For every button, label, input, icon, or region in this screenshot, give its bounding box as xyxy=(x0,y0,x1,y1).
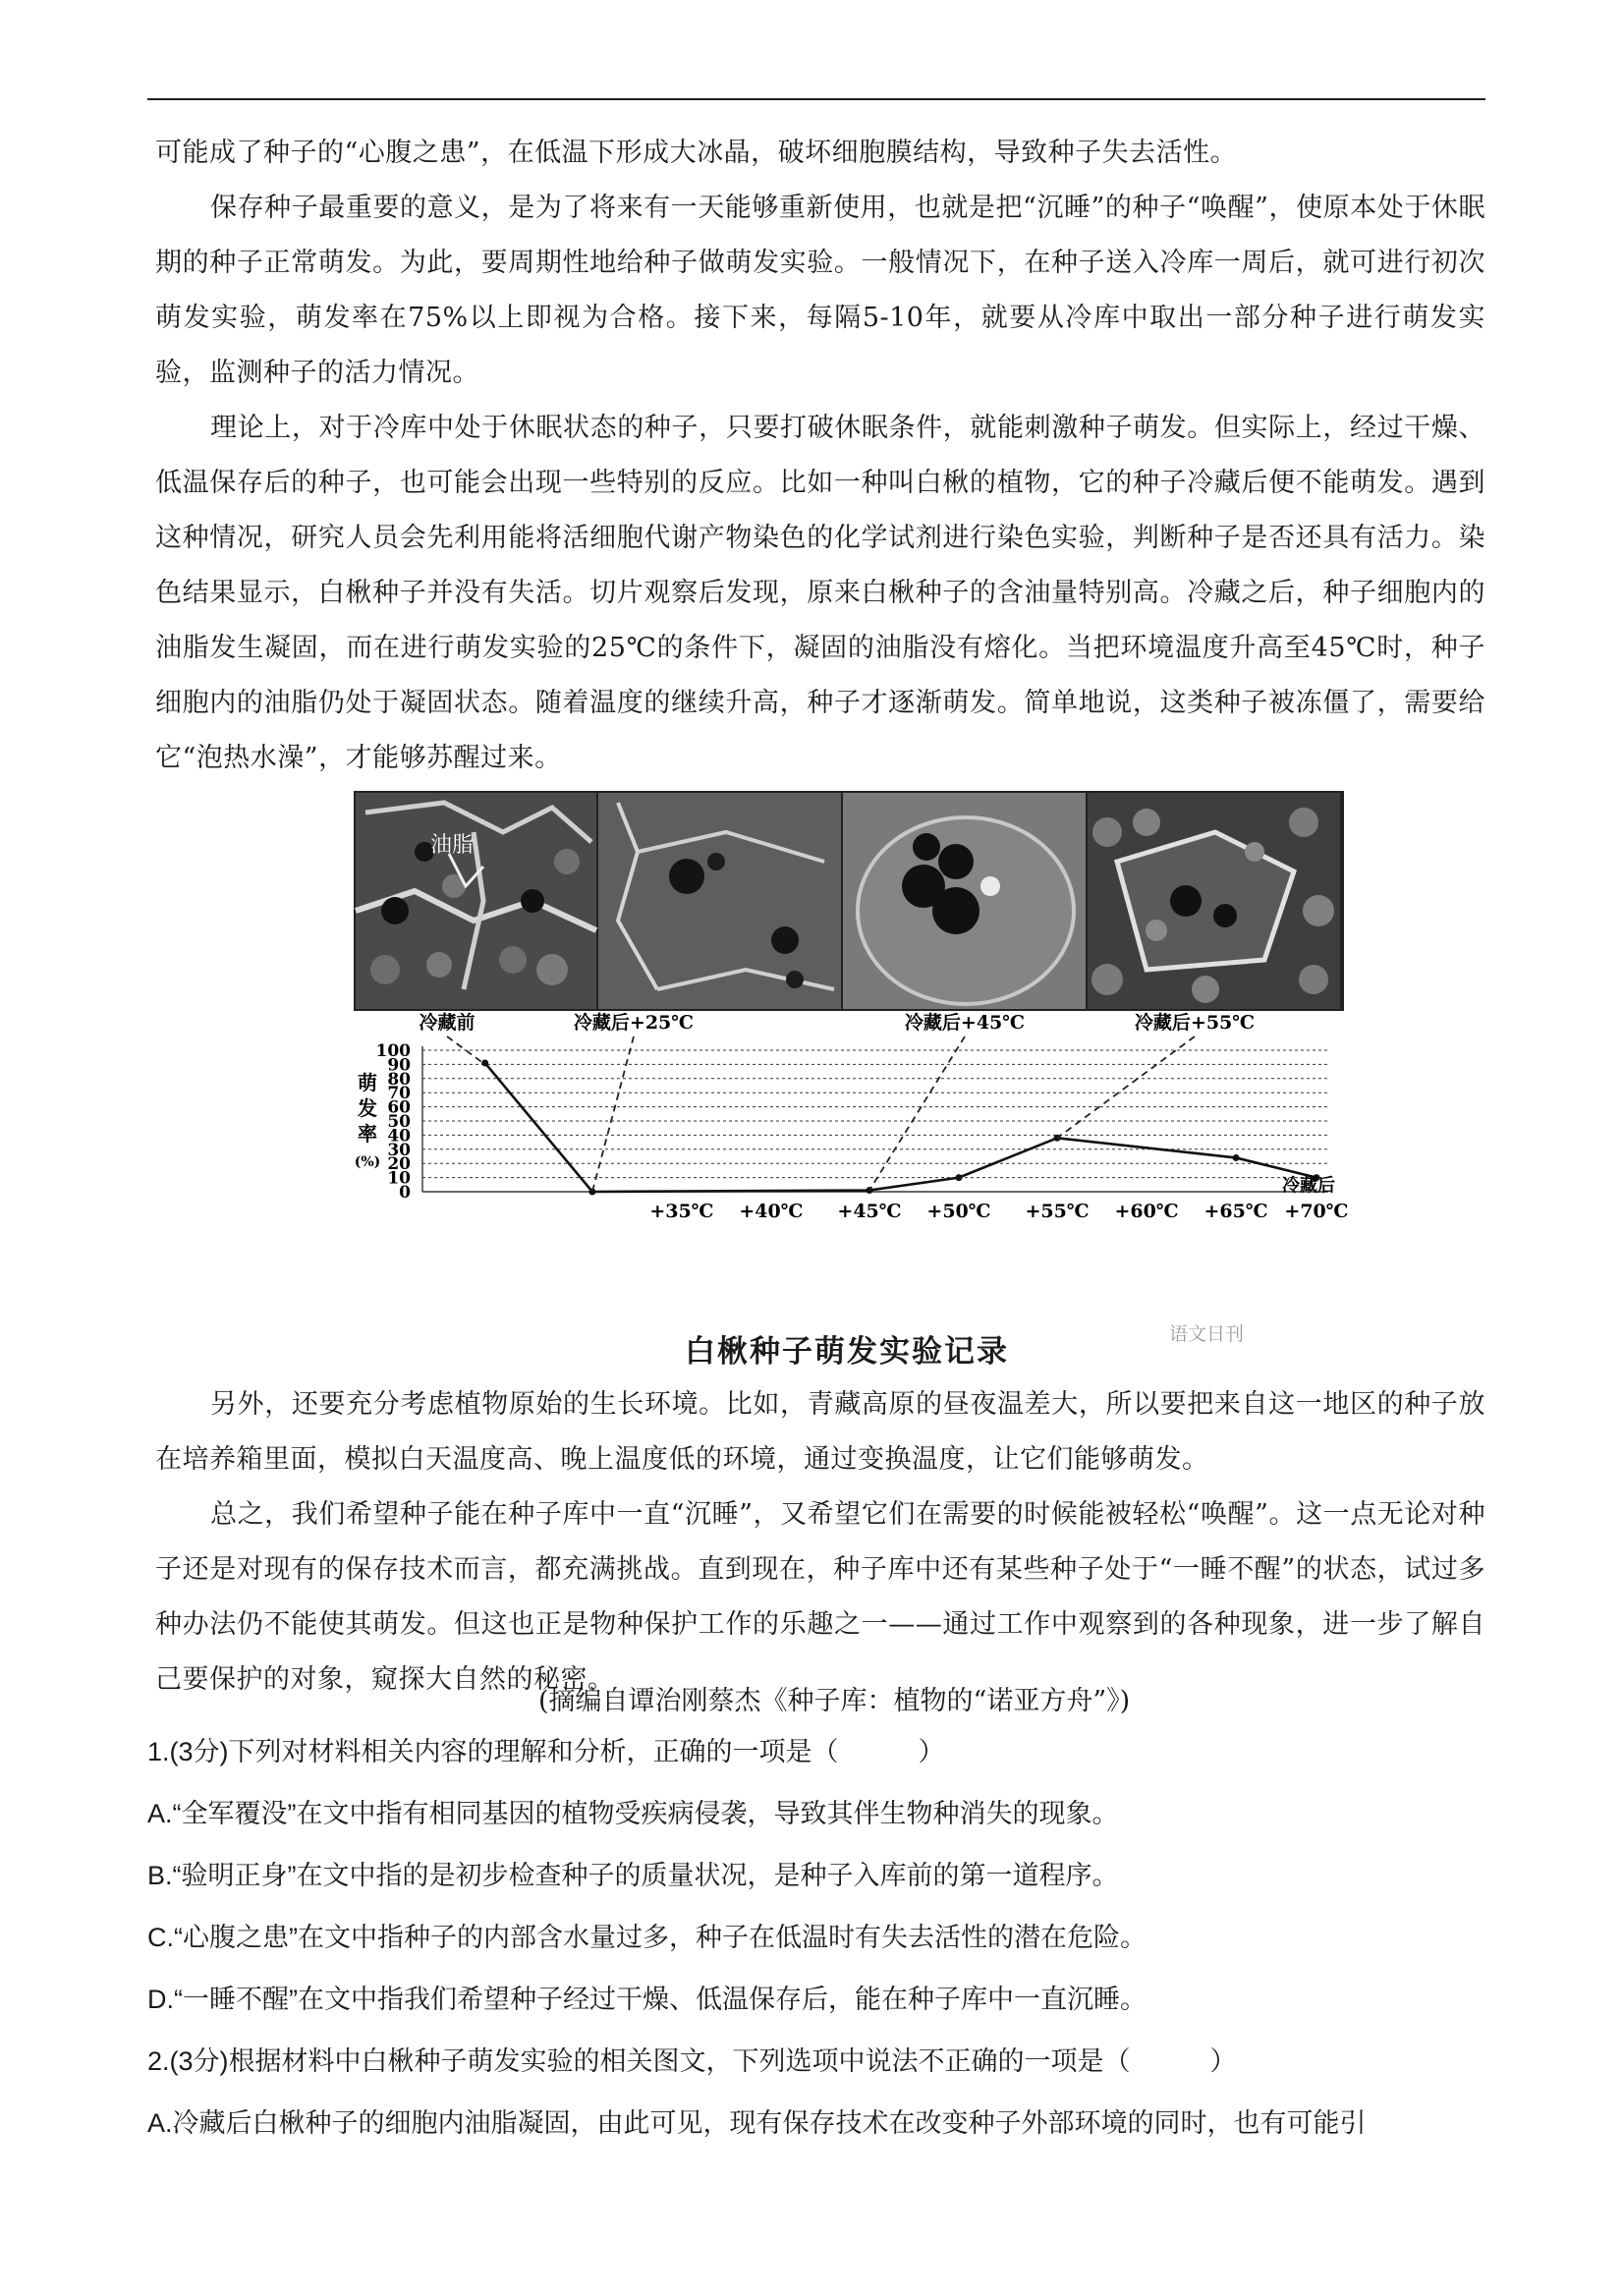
paragraph-1: 可能成了种子的“心腹之患”，在低温下形成大冰晶，破坏细胞膜结构，导致种子失去活性。 xyxy=(155,138,1238,168)
micrograph-after-45 xyxy=(843,793,1086,1009)
annotation-label: 冷藏后 xyxy=(1282,1175,1335,1197)
y-tick-label: 100 xyxy=(375,1041,411,1061)
figure-germination-record xyxy=(354,791,1349,1371)
annotation-label: 冷藏后+25℃ xyxy=(573,1012,695,1034)
question-1-option-d: D.“一睡不醒”在文中指我们希望种子经过干燥、低温保存后，能在种子库中一直沉睡。 xyxy=(147,1985,1147,2014)
question-2-option-a: A.冷藏后白楸种子的细胞内油脂凝固，由此可见，现有保存技术在改变种子外部环境的同时，也有可能引 xyxy=(147,2108,1367,2138)
micrograph-after-55 xyxy=(1088,793,1340,1009)
y-tick-label: 10 xyxy=(387,1168,411,1189)
x-tick-label: +65℃ xyxy=(1203,1201,1268,1222)
y-axis-label: 发 xyxy=(358,1096,377,1120)
annotation-leader xyxy=(869,1036,965,1191)
x-tick-label: +50℃ xyxy=(926,1201,991,1222)
x-tick-label: +35℃ xyxy=(649,1201,714,1222)
x-tick-label: +70℃ xyxy=(1284,1201,1349,1222)
x-tick-label: +40℃ xyxy=(739,1201,804,1222)
y-tick-label: 30 xyxy=(387,1140,411,1160)
y-tick-label: 80 xyxy=(387,1069,411,1090)
paragraph-3: 理论上，对于冷库中处于休眠状态的种子，只要打破休眠条件，就能刺激种子萌发。但实际上，经过干燥、低温保存后的种子，也可能会出现一些特别的反应。比如一种叫白楸的植物，它的种子冷藏后便不能萌发。遇到这种情况，研究人员会先利用能将活细胞代谢产物染色的化学试剂进行染色实验，判断种子是否还具有活力。染色结果显示，白楸种子并没有失活。切片观察后发现，原来白楸种子的含油量特别高。冷藏之后，种子细胞内的油脂发生凝固，而在进行萌发实验的25℃的条件下，凝固的油脂没有熔化。当把环境温度升高至45℃时，种子细胞内的油脂仍处于凝固状态。随着温度的继续升高，种子才逐渐萌发。简单地说，这类种子被冻僵了，需要给它“泡热水澡”，才能够苏醒过来。 xyxy=(155,413,1485,773)
annotation-label: 冷藏后+45℃ xyxy=(904,1012,1026,1034)
y-axis-label: (%) xyxy=(354,1154,381,1170)
paragraph-4: 另外，还要充分考虑植物原始的生长环境。比如，青藏高原的昼夜温差大，所以要把来自这一地区的种子放在培养箱里面，模拟白天温度高、晚上温度低的环境，通过变换温度，让它们能够萌发。 xyxy=(155,1389,1485,1475)
y-tick-label: 40 xyxy=(387,1126,411,1147)
x-tick-label: +55℃ xyxy=(1025,1201,1090,1222)
y-tick-label: 50 xyxy=(387,1112,411,1132)
x-tick-label: +45℃ xyxy=(837,1201,902,1222)
y-tick-label: 20 xyxy=(387,1154,411,1175)
data-point xyxy=(481,1059,488,1066)
question-1-option-b: B.“验明正身”在文中指的是初步检查种子的质量状况，是种子入库前的第一道程序。 xyxy=(147,1861,1119,1890)
y-tick-label: 70 xyxy=(387,1084,411,1104)
header-rule xyxy=(147,98,1485,100)
annotation-label: 冷藏后+55℃ xyxy=(1134,1012,1256,1034)
paragraph-5: 总之，我们希望种子能在种子库中一直“沉睡”，又希望它们在需要的时候能被轻松“唤醒”。这一点无论对种子还是对现有的保存技术而言，都充满挑战。直到现在，种子库中还有某些种子处于“一睡不醒”的状态，试过多种办法仍不能使其萌发。但这也正是物种保护工作的乐趣之一——通过工作中观察到的各种现象，进一步了解自己要保护的对象，窥探大自然的秘密。 xyxy=(155,1499,1485,1695)
question-1-option-c: C.“心腹之患”在文中指种子的内部含水量过多，种子在低温时有失去活性的潜在危险。 xyxy=(147,1923,1147,1952)
micrograph-after-25 xyxy=(598,793,841,1009)
germination-series-line xyxy=(485,1063,1316,1192)
y-tick-label: 0 xyxy=(399,1183,411,1203)
annotation-leader xyxy=(592,1036,634,1192)
y-axis-label: 萌 xyxy=(358,1071,377,1094)
micrograph-before-cold xyxy=(356,793,596,1009)
photo-label-oil: 油脂 xyxy=(430,833,475,858)
question-1-stem: 1.(3分)下列对材料相关内容的理解和分析，正确的一项是（ ） xyxy=(147,1737,945,1766)
data-point xyxy=(956,1174,963,1181)
data-point xyxy=(1233,1154,1240,1161)
y-axis-label: 率 xyxy=(358,1122,377,1146)
annotation-label: 冷藏前 xyxy=(419,1012,476,1034)
question-2-stem: 2.(3分)根据材料中白楸种子萌发实验的相关图文，下列选项中说法不正确的一项是（ ） xyxy=(147,2046,1237,2076)
question-1-option-a: A.“全军覆没”在文中指有相同基因的植物受疾病侵袭，导致其伴生物种消失的现象。 xyxy=(147,1799,1119,1828)
annotation-leader xyxy=(1057,1036,1195,1138)
y-tick-label: 90 xyxy=(387,1055,411,1076)
micrograph-strip xyxy=(354,791,1344,1011)
watermark-text: 语文日刊 xyxy=(1169,1324,1245,1345)
y-tick-label: 60 xyxy=(387,1097,411,1118)
germination-line-chart xyxy=(354,1009,1349,1323)
paragraph-2: 保存种子最重要的意义，是为了将来有一天能够重新使用，也就是把“沉睡”的种子“唤醒”，使原本处于休眠期的种子正常萌发。为此，要周期性地给种子做萌发实验。一般情况下，在种子送入冷库一周后，就可进行初次萌发实验，萌发率在75%以上即视为合格。接下来，每隔5-10年，就要从冷库中取出一部分种子进行萌发实验，监测种子的活力情况。 xyxy=(155,193,1485,388)
x-tick-label: +60℃ xyxy=(1114,1201,1179,1222)
source-citation: (摘编自谭治刚蔡杰《种子库：植物的“诺亚方舟”》) xyxy=(538,1686,1131,1716)
figure-caption: 白楸种子萌发实验记录 xyxy=(685,1334,1009,1370)
